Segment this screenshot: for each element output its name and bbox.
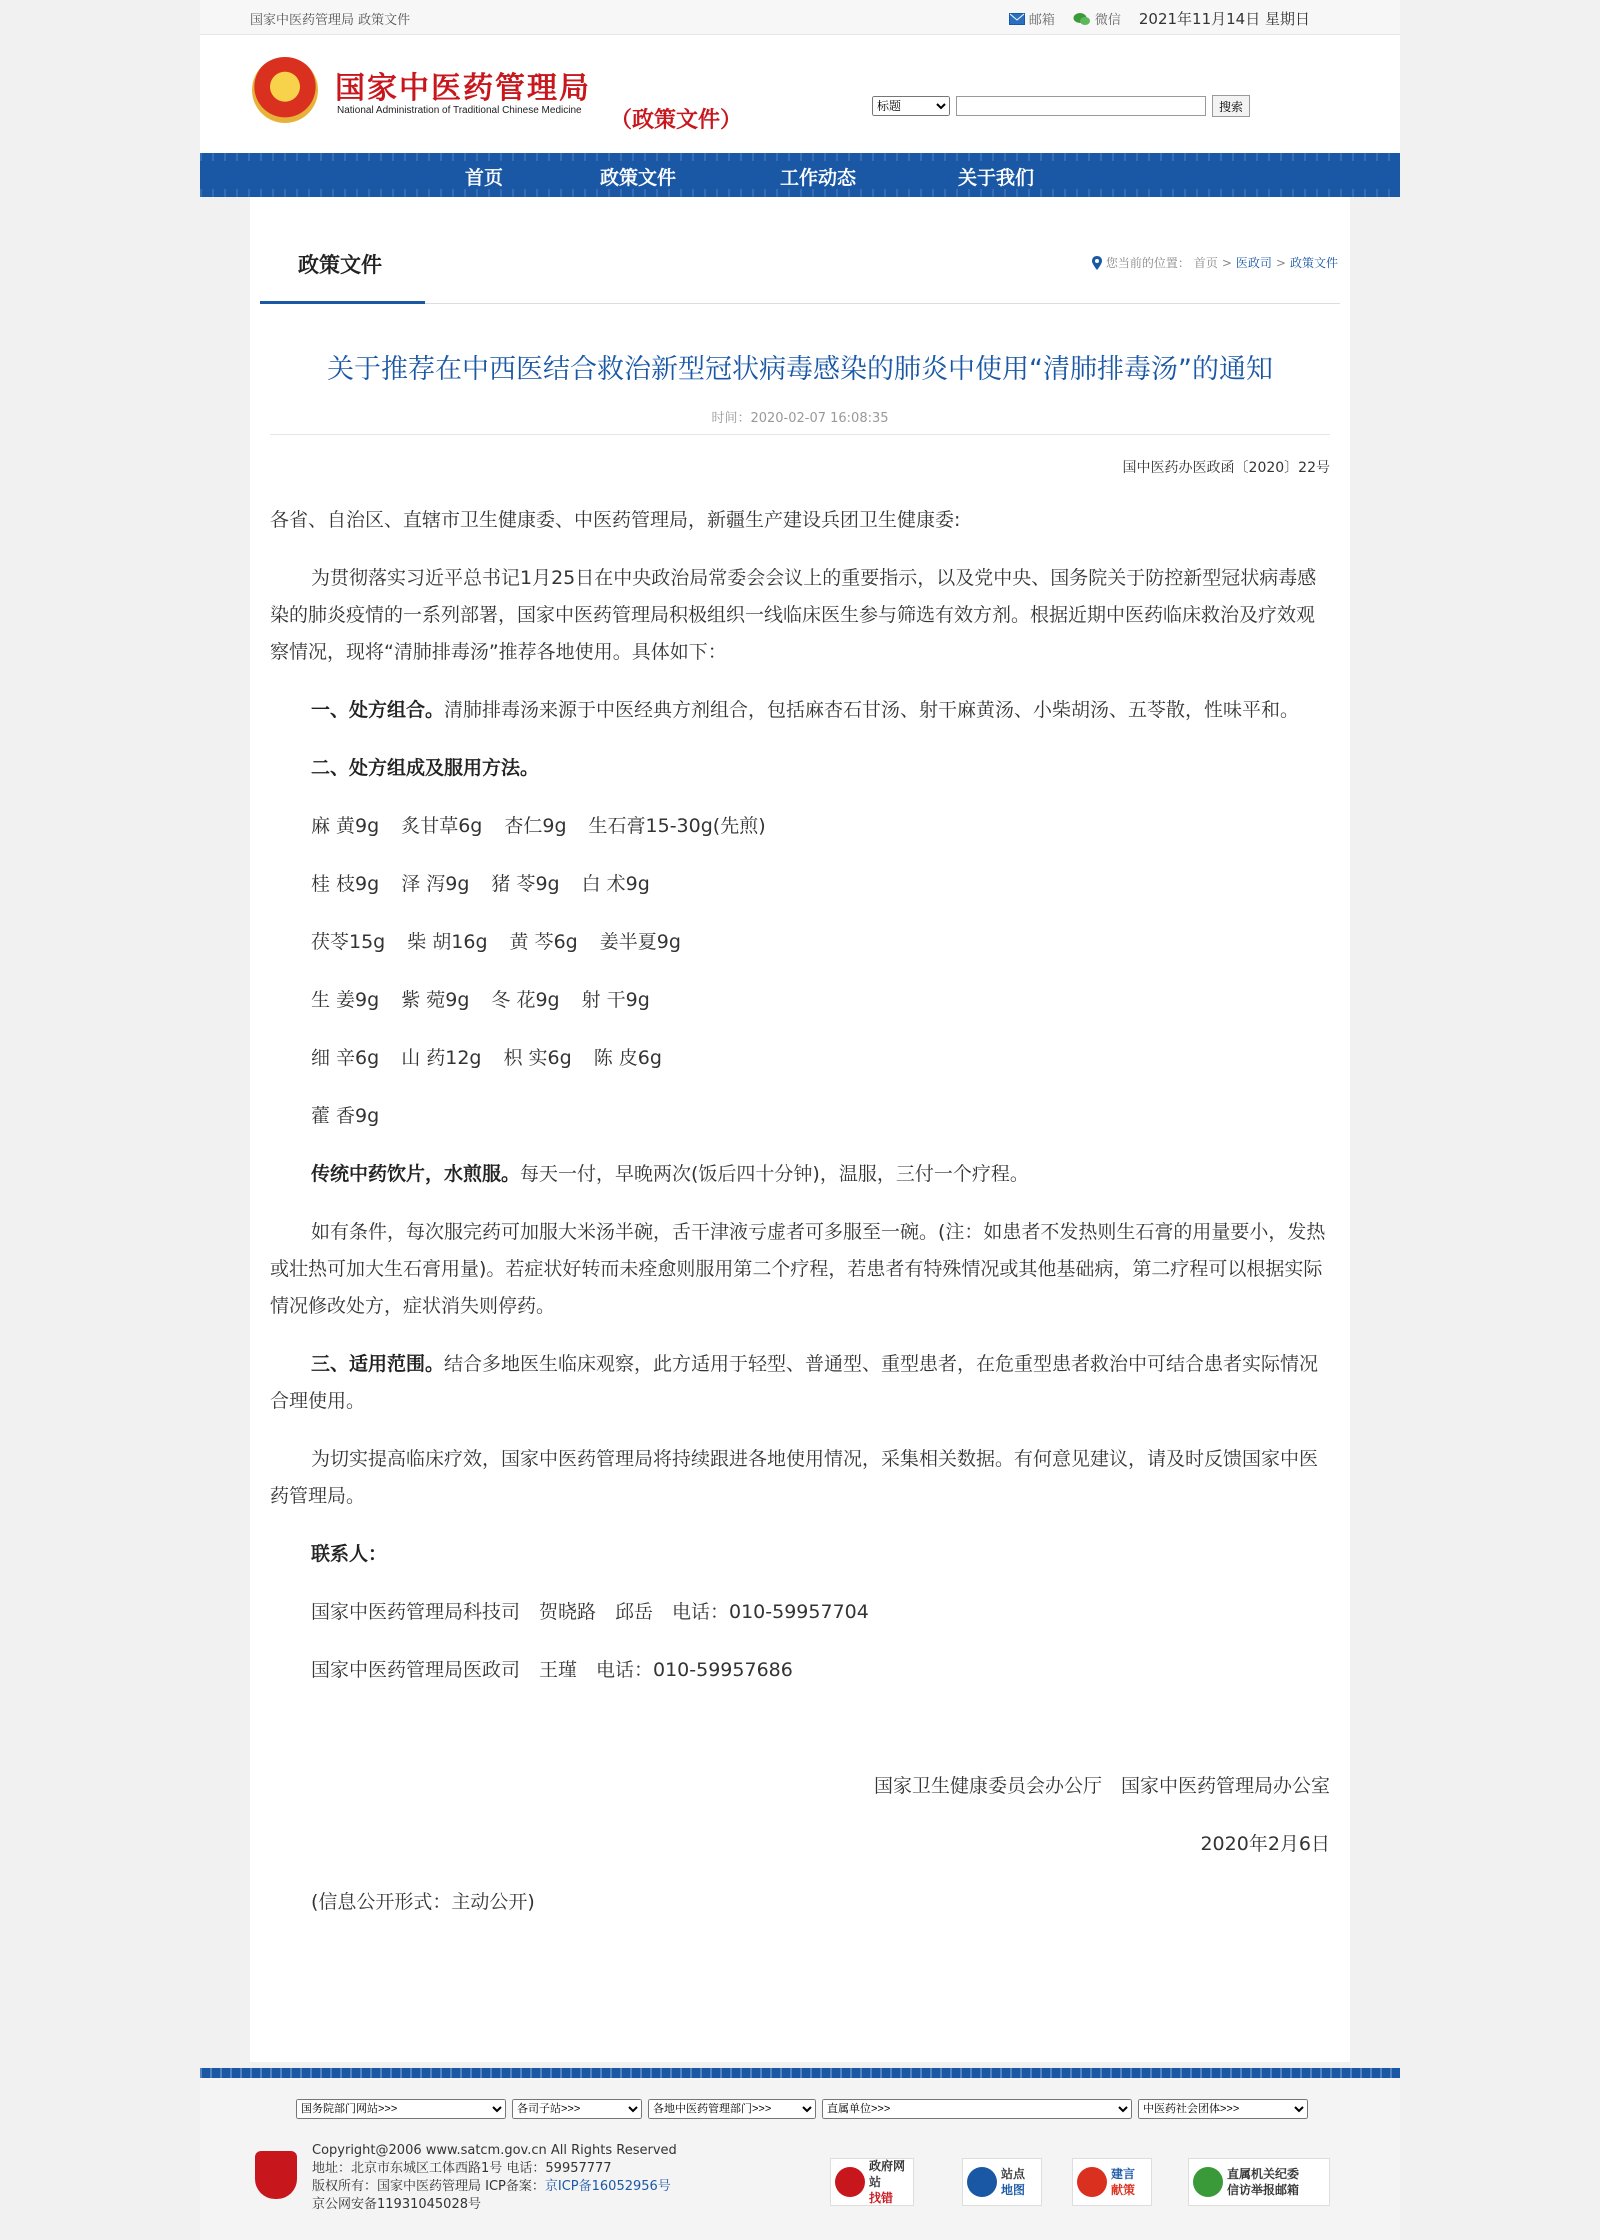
issue-date: 2020年2月6日 [1200, 1833, 1330, 1855]
badge-line-1: 直属机关纪委 [1227, 2167, 1300, 2181]
party-emblem-icon[interactable] [255, 2151, 297, 2199]
wechat-label: 微信 [1094, 13, 1121, 28]
police-record: 京公网安备11931045028号 [312, 2197, 481, 2212]
select-societies[interactable] [1138, 2099, 1308, 2119]
salutation: 各省、自治区、直辖市卫生健康委、中医药管理局，新疆生产建设兵团卫生健康委: [270, 509, 961, 531]
footer-info [312, 2142, 677, 2214]
search-type-select[interactable] [872, 96, 950, 116]
nav-item-news[interactable]: 工作动态 [780, 167, 857, 189]
paragraph-contact-heading [270, 1536, 1330, 1573]
article-body [270, 502, 1330, 1942]
search-input[interactable] [956, 96, 1206, 116]
breadcrumb-category[interactable]: 政策文件 [1289, 256, 1338, 270]
breadcrumb [1092, 254, 1338, 271]
section-2-heading: 二、处方组成及服用方法。 [311, 757, 540, 779]
site-breadcrumb-text: 国家中医药管理局 政策文件 [250, 13, 411, 28]
nav-item-policy[interactable]: 政策文件 [600, 167, 677, 189]
breadcrumb-dept[interactable]: 医政司 [1235, 256, 1272, 270]
usage-heading: 传统中药饮片，水煎服。 [311, 1163, 521, 1185]
article-divider [270, 434, 1330, 435]
breadcrumb-sep-icon: > [1221, 255, 1232, 270]
contact-1: 国家中医药管理局科技司 贺晓路 邱岳 电话：010-59957704 [311, 1601, 869, 1623]
contact-heading: 联系人： [311, 1543, 388, 1565]
disclosure: (信息公开形式：主动公开) [311, 1891, 535, 1913]
sitemap-badge[interactable] [962, 2158, 1042, 2206]
issuer: 国家卫生健康委员会办公厅 国家中医药管理局办公室 [873, 1775, 1330, 1797]
paragraph-section-2 [270, 750, 1330, 787]
badge-line-1: 站点 [1001, 2167, 1026, 2181]
article-title: 关于推荐在中西医结合救治新型冠状病毒感染的肺炎中使用“清肺排毒汤”的通知 [327, 354, 1273, 385]
herb-item: 射 干9g [581, 989, 650, 1011]
herb-item: 山 药12g [401, 1047, 482, 1069]
section-1-heading: 一、处方组合。 [311, 699, 445, 721]
logo-english: National Administration of Traditional Chinese Medicine [337, 105, 582, 116]
mail-icon [1009, 13, 1025, 25]
badge-line-1: 政府网站 [869, 2159, 906, 2189]
herb-item: 黄 芩6g [509, 931, 578, 953]
contact-2: 国家中医药管理局医政司 王瑾 电话：010-59957686 [311, 1659, 793, 1681]
select-affiliates[interactable] [822, 2099, 1132, 2119]
herb-item: 炙甘草6g [401, 815, 483, 837]
map-pin-icon [967, 2167, 997, 2197]
usage-text: 每天一付，早晚两次(饭后四十分钟)，温服，三付一个疗程。 [520, 1163, 1029, 1185]
herb-item: 细 辛6g [311, 1047, 380, 1069]
herb-item: 紫 菀9g [401, 989, 470, 1011]
section-3-heading: 三、适用范围。 [311, 1353, 445, 1375]
herb-item: 生石膏15-30g(先煎) [588, 815, 766, 837]
wechat-link[interactable] [1073, 9, 1121, 28]
related-links [296, 2099, 1308, 2119]
herb-item: 白 术9g [581, 873, 650, 895]
logo-subtitle: （政策文件） [610, 108, 743, 133]
badge-line-2: 献策 [1111, 2183, 1136, 2197]
top-bar [200, 0, 1400, 35]
herb-item: 猪 苓9g [491, 873, 560, 895]
error-report-icon [835, 2167, 865, 2197]
select-state-council[interactable] [296, 2099, 506, 2119]
section-1-text: 清肺排毒汤来源于中医经典方剂组合，包括麻杏石甘汤、射干麻黄汤、小柴胡汤、五苓散，性味平和。 [444, 699, 1300, 721]
document-number: 国中医药办医政函〔2020〕22号 [1122, 460, 1330, 476]
suggestion-badge[interactable] [1072, 2158, 1152, 2206]
herb-item: 姜半夏9g [599, 931, 681, 953]
badge-line-2: 地图 [1001, 2183, 1026, 2197]
breadcrumb-prefix: 您当前的位置： [1105, 256, 1190, 270]
section-underline [260, 301, 425, 304]
herb-item: 桂 枝9g [311, 873, 380, 895]
herb-item: 冬 花9g [491, 989, 560, 1011]
copyright: Copyright@2006 www.satcm.gov.cn All Rights Reserved [312, 2143, 677, 2158]
owner-prefix: 版权所有：国家中医药管理局 ICP备案： [312, 2179, 545, 2194]
herb-item: 杏仁9g [504, 815, 567, 837]
nav-item-about[interactable]: 关于我们 [958, 167, 1035, 189]
herb-item: 茯苓15g [311, 931, 386, 953]
badge-line-2: 信访举报邮箱 [1227, 2183, 1300, 2197]
footer-strip [200, 2068, 1400, 2078]
site-header [200, 35, 1400, 153]
herb-row-6 [270, 1098, 1330, 1135]
breadcrumb-sep-icon: > [1275, 255, 1286, 270]
error-report-badge[interactable] [830, 2158, 914, 2206]
main-nav [200, 153, 1400, 197]
badge-line-2: 找错 [869, 2191, 894, 2205]
envelope-icon [1193, 2167, 1223, 2197]
breadcrumb-home[interactable]: 首页 [1193, 256, 1218, 270]
icp-link[interactable]: 京ICP备16052956号 [544, 2179, 671, 2194]
select-local-tcm[interactable] [648, 2099, 816, 2119]
select-departments[interactable] [512, 2099, 642, 2119]
herb-row-1 [270, 808, 1330, 845]
herb-item: 藿 香9g [311, 1105, 380, 1127]
paragraph-section-1 [270, 692, 1330, 729]
report-mailbox-badge[interactable] [1188, 2158, 1330, 2206]
current-date: 2021年11月14日 星期日 [1138, 10, 1310, 28]
herb-item: 生 姜9g [311, 989, 380, 1011]
address: 地址：北京市东城区工体西路1号 电话：59957777 [312, 2161, 612, 2176]
spacer [270, 1710, 1330, 1747]
paragraph-closing: 为切实提高临床疗效，国家中医药管理局将持续跟进各地使用情况，采集相关数据。有何意见建议，请及时反馈国家中医药管理局。 [270, 1448, 1319, 1507]
owner-line [312, 2178, 677, 2196]
herb-item: 泽 泻9g [401, 873, 470, 895]
nav-item-home[interactable]: 首页 [465, 167, 504, 189]
site-footer [200, 2078, 1400, 2240]
herb-row-4 [270, 982, 1330, 1019]
wechat-icon [1073, 12, 1091, 26]
paragraph-condition: 如有条件，每次服完药可加服大米汤半碗，舌干津液亏虚者可多服至一碗。(注：如患者不发热则生石膏的用量要小，发热或壮热可加大生石膏用量)。若症状好转而未痊愈则服用第二个疗程，若患者有特殊情况或其他基础病，第二疗程可以根据实际情况修改处方，症状消失则停药。 [270, 1221, 1326, 1317]
search-button[interactable]: 搜索 [1212, 95, 1250, 117]
article-time: 时间：2020-02-07 16:08:35 [711, 411, 889, 426]
paragraph-intro: 为贯彻落实习近平总书记1月25日在中央政治局常委会会议上的重要指示，以及党中央、国务院关于防控新型冠状病毒感染的肺炎疫情的一系列部署，国家中医药管理局积极组织一线临床医生参与筛选有效方剂。根据近期中医药临床救治及疗效观察情况，现将“清肺排毒汤”推荐各地使用。具体如下： [270, 567, 1317, 663]
section-title: 政策文件 [298, 253, 382, 277]
national-emblem-icon [252, 57, 318, 123]
section-3-text: 结合多地医生临床观察，此方适用于轻型、普通型、重型患者，在危重型患者救治中可结合患者实际情况合理使用。 [270, 1353, 1319, 1412]
phone-icon [1077, 2167, 1107, 2197]
mail-link[interactable] [1009, 9, 1055, 28]
location-pin-icon [1092, 256, 1102, 270]
herb-row-3 [270, 924, 1330, 961]
paragraph-section-3 [270, 1346, 1330, 1420]
herb-item: 麻 黄9g [311, 815, 380, 837]
herb-item: 柴 胡16g [407, 931, 488, 953]
search-bar [872, 95, 1250, 117]
content-card [250, 197, 1350, 2062]
logo-title[interactable]: 国家中医药管理局 [335, 71, 591, 106]
herb-item: 陈 皮6g [593, 1047, 662, 1069]
herb-row-5 [270, 1040, 1330, 1077]
badge-line-1: 建言 [1111, 2167, 1136, 2181]
mail-label: 邮箱 [1028, 13, 1055, 28]
herb-item: 枳 实6g [503, 1047, 572, 1069]
herb-row-2 [270, 866, 1330, 903]
paragraph-usage [270, 1156, 1330, 1193]
